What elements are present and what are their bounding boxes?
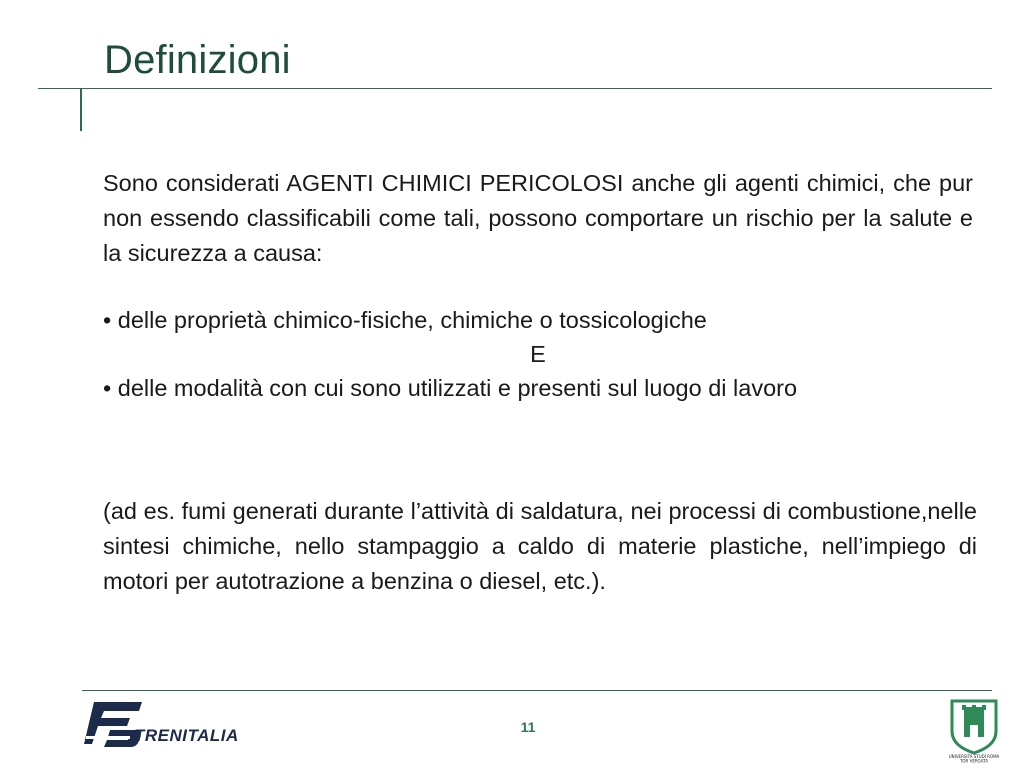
header-accent-tick — [80, 88, 82, 131]
trenitalia-logo — [84, 698, 254, 750]
slide-title: Definizioni — [104, 38, 291, 82]
definition-paragraph: Sono considerati AGENTI CHIMICI PERICOLOSI anche gli agenti chimici, che pur non essendo classificabili come tali, possono comportare un rischio per la salute e la sicurezza a causa: — [103, 170, 973, 266]
connector-text: E — [530, 341, 546, 367]
svg-text:UNIVERSITÀ STUDI ROMA: UNIVERSITÀ STUDI ROMA — [948, 754, 1000, 759]
bullet-item-usage: • delle modalità con cui sono utilizzati e presenti sul luogo di lavoro — [103, 375, 798, 401]
university-tor-vergata-logo-icon — [948, 697, 1000, 763]
svg-text:TOR VERGATA: TOR VERGATA — [959, 758, 989, 763]
university-logo — [948, 697, 1000, 763]
examples-paragraph: (ad es. fumi generati durante l’attività di saldatura, nei processi di combustione,nelle sintesi chimiche, nello stampaggio a caldo di materie plastiche, nell’impiego di motori per autotrazione a benzina o diesel, etc.). — [103, 498, 977, 594]
header-divider — [38, 88, 992, 89]
trenitalia-wordmark: TRENITALIA — [134, 726, 239, 745]
page-number: 11 — [520, 719, 536, 735]
footer-divider — [82, 690, 992, 691]
bullet-item-properties: • delle proprietà chimico-fisiche, chimiche o tossicologiche — [103, 307, 707, 333]
